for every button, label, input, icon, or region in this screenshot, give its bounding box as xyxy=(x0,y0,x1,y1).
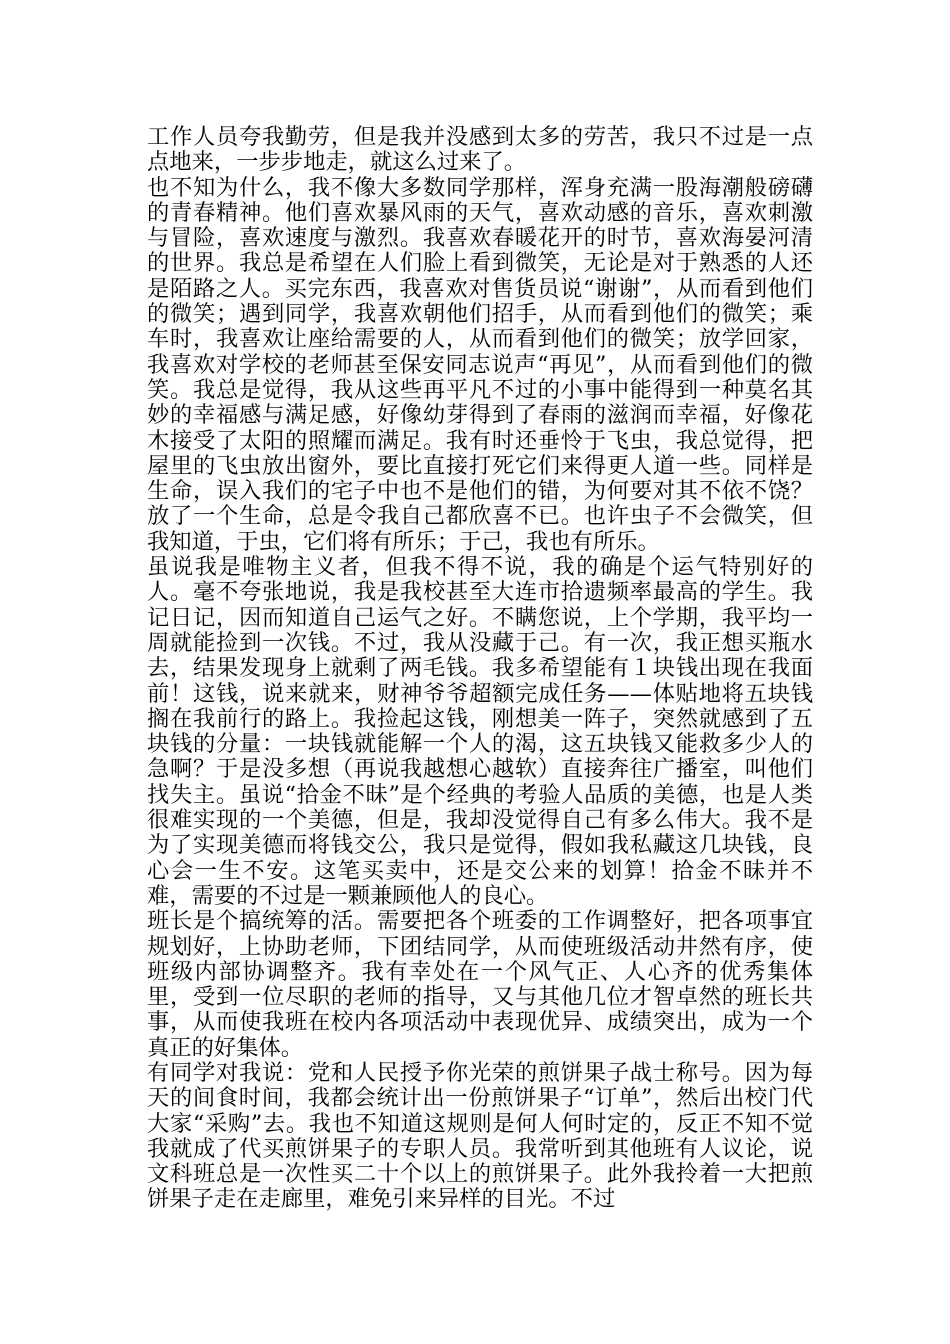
paragraph-praise-diligence: 工作人员夸我勤劳，但是我并没感到太多的劳苦，我只不过是一点点地来，一步步地走，就这么过来了。 xyxy=(147,124,813,176)
paragraph-smiles: 也不知为什么，我不像大多数同学那样，浑身充满一股海潮般磅礴的青春精神。他们喜欢暴风雨的天气，喜欢动感的音乐，喜欢刺激与冒险，喜欢速度与激烈。我喜欢春暖花开的时节，喜欢海晏河清的世界。我总是希望在人们脸上看到微笑，无论是对于熟悉的人还是陌路之人。买完东西，我喜欢对售货员说“谢谢”，从而看到他们的微笑；遇到同学，我喜欢朝他们招手，从而看到他们的微笑；乘车时，我喜欢让座给需要的人，从而看到他们的微笑；放学回家，我喜欢对学校的老师甚至保安同志说声“再见”，从而看到他们的微笑。我总是觉得，我从这些再平凡不过的小事中能得到一种莫名其妙的幸福感与满足感，好像幼芽得到了春雨的滋润而幸福，好像花木接受了太阳的照耀而满足。我有时还垂怜于飞虫，我总觉得，把屋里的飞虫放出窗外，要比直接打死它们来得更人道一些。同样是生命，误入我们的宅子中也不是他们的错，为何要对其不依不饶？放了一个生命，总是令我自己都欣喜不已。也许虫子不会微笑，但我知道，于虫，它们将有所乐；于己，我也有所乐。 xyxy=(147,174,813,555)
paragraph-class-monitor: 班长是个搞统筹的活。需要把各个班委的工作调整好，把各项事宜规划好，上协助老师，下团结同学，从而使班级活动井然有序，使班级内部协调整齐。我有幸处在一个风气正、人心齐的优秀集体里，受到一位尽职的老师的指导，又与其他几位才智卓然的班长共事，从而使我班在校内各项活动中表现优异、成绩突出，成为一个真正的好集体。 xyxy=(147,908,813,1061)
paragraph-jianbing: 有同学对我说：党和人民授予你光荣的煎饼果子战士称号。因为每天的间食时间，我都会统计出一份煎饼果子“订单”，然后出校门代大家“采购”去。我也不知道这规则是何人何时定的，反正不知不觉我就成了代买煎饼果子的专职人员。我常听到其他班有人议论，说文科班总是一次性买二十个以上的煎饼果子。此外我拎着一大把煎饼果子走在走廊里，难免引来异样的目光。不过 xyxy=(147,1059,813,1213)
paragraph-found-money: 虽说我是唯物主义者，但我不得不说，我的确是个运气特别好的人。毫不夸张地说，我是我校甚至大连市拾遗频率最高的学生。我记日记，因而知道自己运气之好。不瞒您说，上个学期，我平均一周就能捡到一次钱。不过，我从没藏于己。有一次，我正想买瓶水去，结果发现身上就剩了两毛钱。我多希望能有１块钱出现在我面前！这钱，说来就来，财神爷爷超额完成任务——体贴地将五块钱搁在我前行的路上。我捡起这钱，刚想美一阵子，突然就感到了五块钱的分量：一块钱就能解一个人的渴，这五块钱又能救多少人的急啊？于是没多想（再说我越想心越软）直接奔往广播室，叫他们找失主。虽说“拾金不昧”是个经典的考验人品质的美德，也是人类很难实现的一个美德，但是，我却没觉得自己有多么伟大。我不是为了实现美德而将钱交公，我只是觉得，假如我私藏这几块钱，良心会一生不安。这笔买卖中，还是交公来的划算！拾金不昧并不难，需要的不过是一颗兼顾他人的良心。 xyxy=(147,554,813,909)
document-body xyxy=(147,125,813,1213)
